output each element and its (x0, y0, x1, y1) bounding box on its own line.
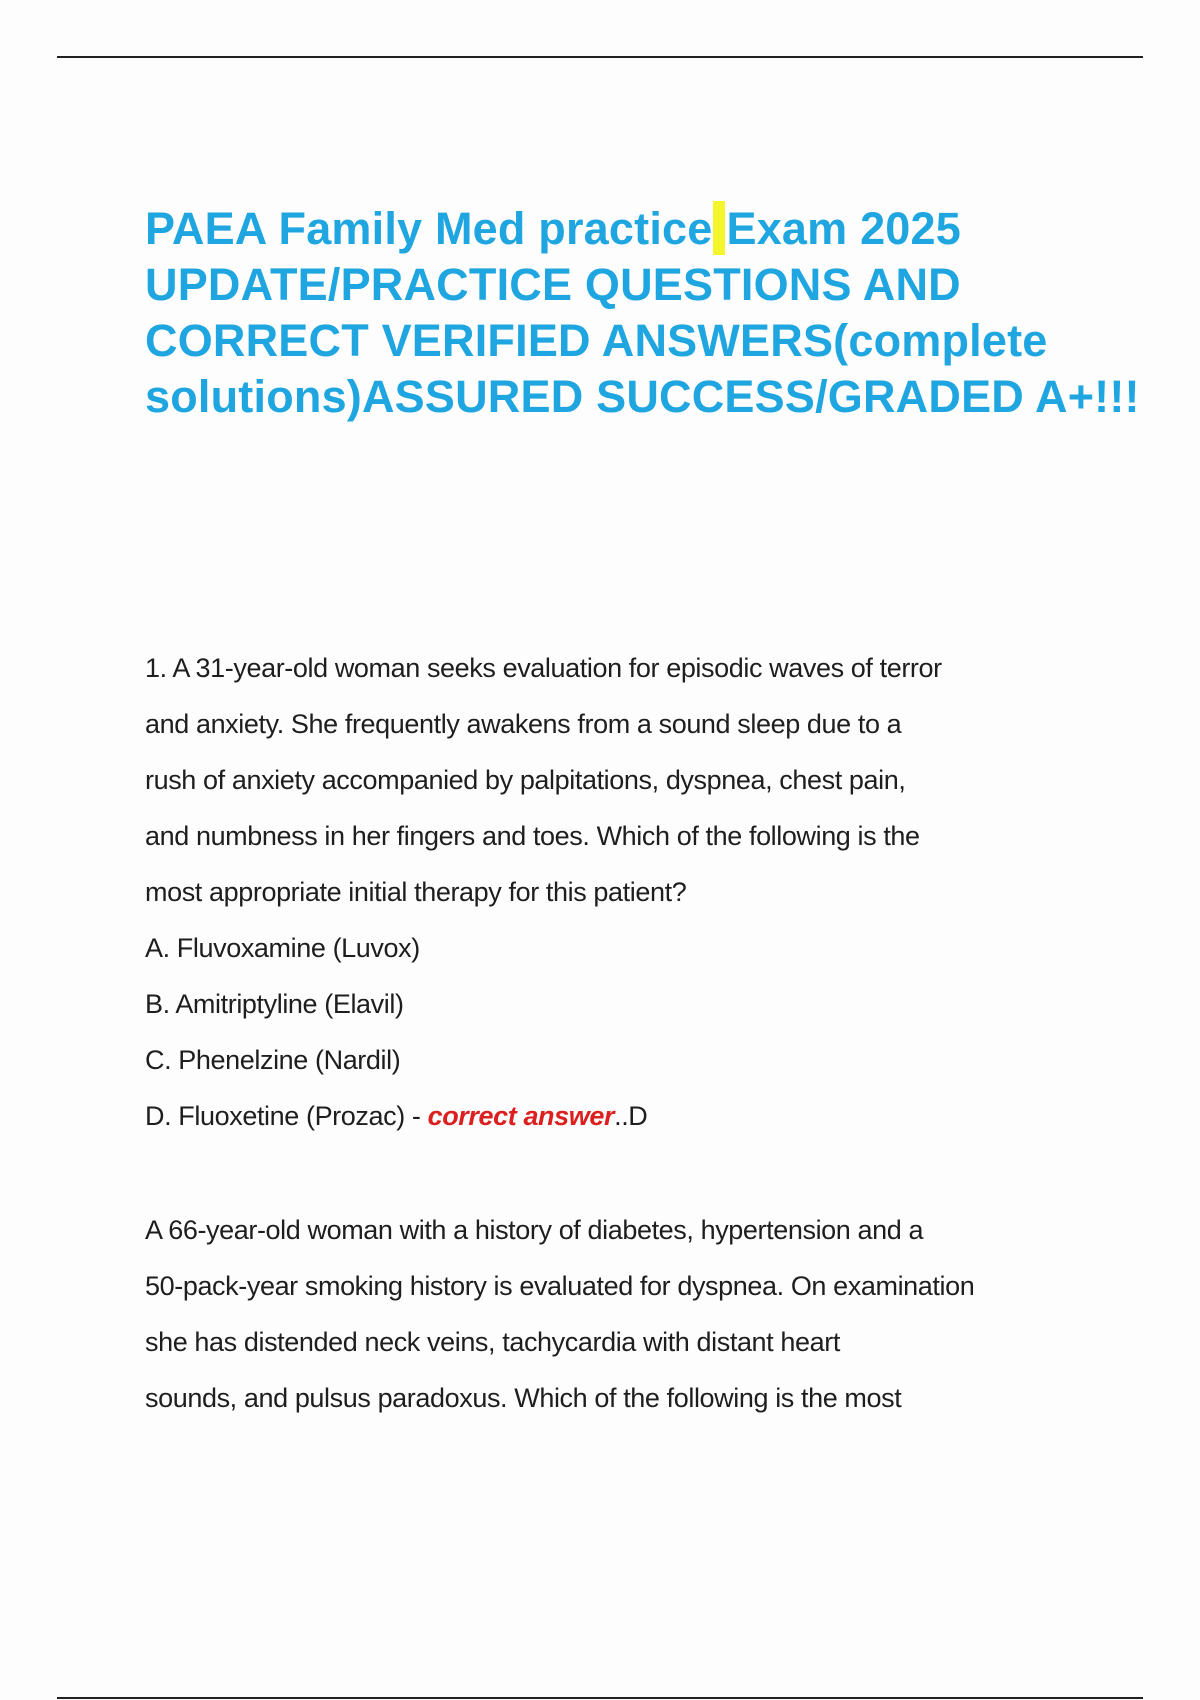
question-2-stem-line: A 66-year-old woman with a history of diabetes, hypertension and a (145, 1215, 924, 1245)
title-part-1: PAEA Family Med practice (145, 203, 713, 254)
question-1-stem-line: 1. A 31-year-old woman seeks evaluation for episodic waves of terror (145, 653, 942, 683)
document-title (145, 201, 1145, 425)
question-2-stem-line: she has distended neck veins, tachycardia with distant heart (145, 1327, 840, 1357)
question-1-stem-line: most appropriate initial therapy for this patient? (145, 877, 687, 907)
question-2-stem-line: 50-pack-year smoking history is evaluated for dyspnea. On examination (145, 1271, 975, 1301)
correct-answer-label: correct answer (427, 1101, 615, 1131)
option-a: A. Fluvoxamine (Luvox) (145, 933, 420, 963)
question-1-stem-line: and numbness in her fingers and toes. Which of the following is the (145, 821, 920, 851)
question-2-stem-line: sounds, and pulsus paradoxus. Which of the following is the most (145, 1383, 902, 1413)
title-part-2: Exam 2025 UPDATE/PRACTICE QUESTIONS AND CORRECT VERIFIED ANSWERS(complete solutions)ASSURED SUCCESS/GRADED A+!!! (145, 203, 1140, 422)
question-1-stem-line: and anxiety. She frequently awakens from a sound sleep due to a (145, 709, 902, 739)
highlight-mark (713, 201, 725, 255)
question-1-stem-line: rush of anxiety accompanied by palpitations, dyspnea, chest pain, (145, 765, 906, 795)
bottom-divider (57, 1697, 1143, 1699)
option-b: B. Amitriptyline (Elavil) (145, 989, 404, 1019)
option-d-text: D. Fluoxetine (Prozac) - (145, 1101, 428, 1131)
option-d (145, 1088, 1105, 1144)
question-2 (145, 1202, 1105, 1426)
top-divider (57, 56, 1143, 58)
correct-answer-letter: ..D (614, 1101, 648, 1131)
option-c: C. Phenelzine (Nardil) (145, 1045, 401, 1075)
question-1 (145, 640, 1105, 1144)
